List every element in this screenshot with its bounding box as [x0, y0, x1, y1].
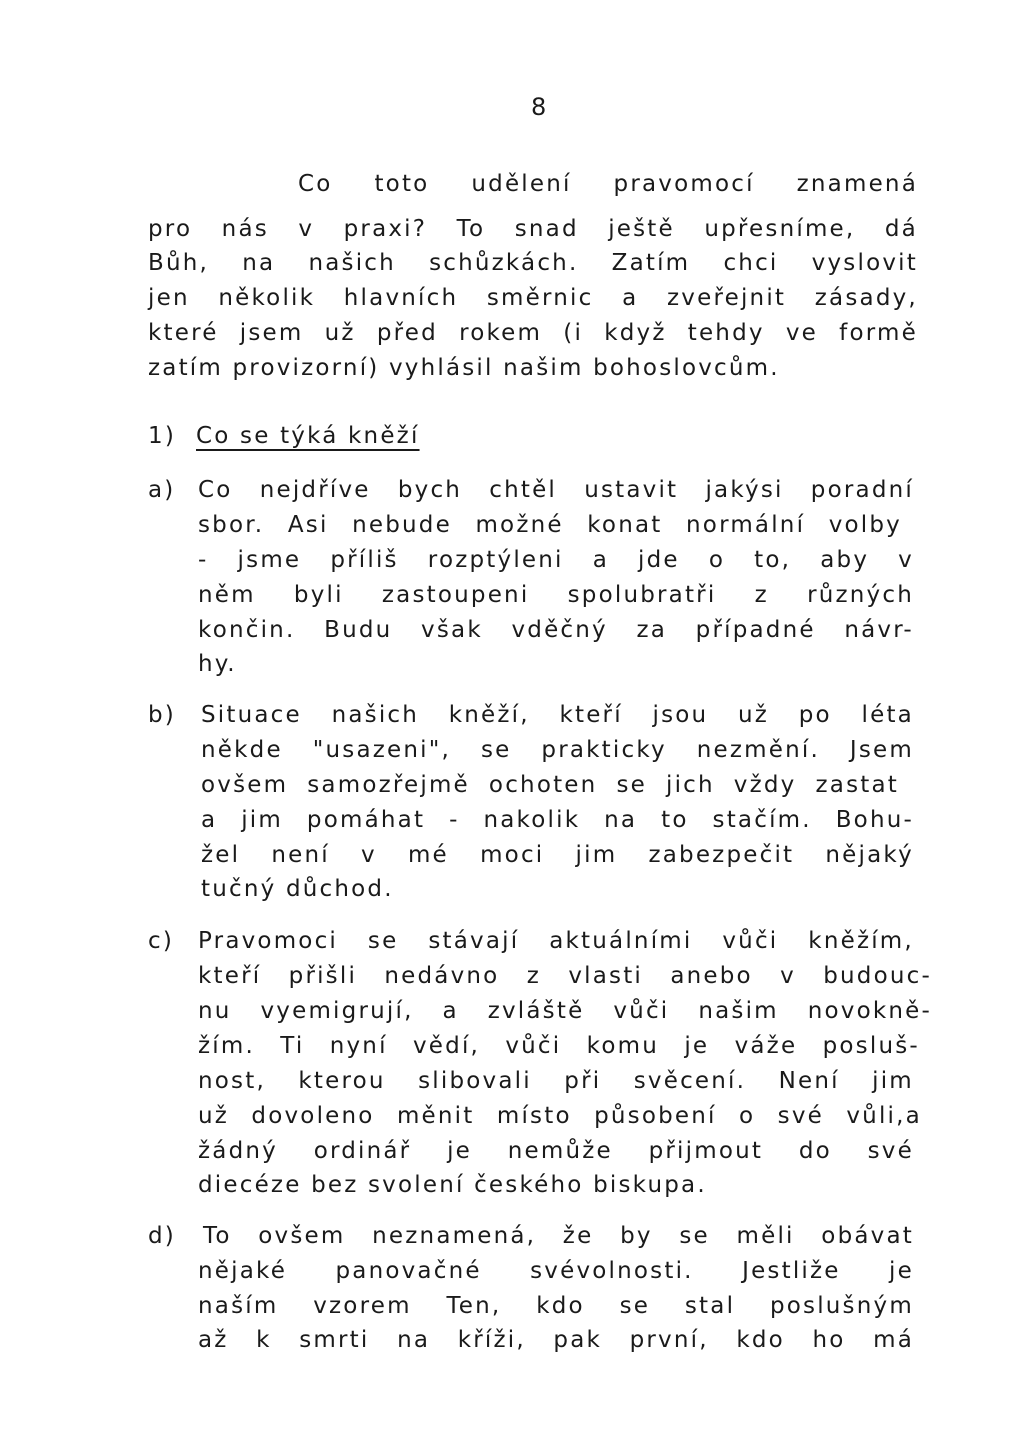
- item-line: už dovoleno měnit místo působení o své vůli,a: [198, 1103, 922, 1129]
- intro-line: Bůh, na našich schůzkách. Zatím chci vyslovit: [148, 250, 918, 276]
- item-line: To ovšem neznamená, že by se měli obávat: [203, 1223, 914, 1249]
- item-marker: c): [148, 928, 175, 954]
- item-line: někde "usazeni", se prakticky nezmění. Jsem: [201, 737, 914, 763]
- item-marker: d): [148, 1223, 176, 1249]
- intro-line: zatím provizorní) vyhlásil našim bohoslovcům.: [148, 355, 780, 381]
- item-line: - jsme příliš rozptýleni a jde o to, aby v: [198, 547, 914, 573]
- item-line: Situace našich kněží, kteří jsou už po léta: [201, 702, 914, 728]
- item-marker: a): [148, 477, 176, 503]
- section-title: Co se týká kněží: [196, 423, 420, 449]
- item-line: diecéze bez svolení českého biskupa.: [198, 1172, 707, 1198]
- item-line: nějaké panovačné svévolnosti. Jestliže je: [198, 1258, 914, 1284]
- intro-line: jen několik hlavních směrnic a zveřejnit zásady,: [148, 285, 918, 311]
- intro-line: které jsem už před rokem (i když tehdy ve formě: [148, 320, 918, 346]
- item-line: Pravomoci se stávají aktuálními vůči kněžím,: [198, 928, 914, 954]
- item-line: žádný ordinář je nemůže přijmout do své: [198, 1138, 914, 1164]
- item-line: naším vzorem Ten, kdo se stal poslušným: [198, 1293, 914, 1319]
- item-line: ovšem samozřejmě ochoten se jich vždy zastat: [201, 772, 899, 798]
- item-line: nu vyemigrují, a zvláště vůči našim novokně-: [198, 998, 932, 1024]
- item-line: končin. Budu však vděčný za případné návr-: [198, 617, 914, 643]
- intro-line: pro nás v praxi? To snad ještě upřesníme, dá: [148, 216, 918, 242]
- item-line: tučný důchod.: [201, 876, 394, 902]
- item-line: a jim pomáhat - nakolik na to stačím. Bohu-: [201, 807, 914, 833]
- item-line: žel není v mé moci jim zabezpečit nějaký: [201, 842, 914, 868]
- item-line: nost, kterou slibovali při svěcení. Není jim: [198, 1068, 914, 1094]
- item-line: až k smrti na kříži, pak první, kdo ho má: [198, 1327, 914, 1353]
- item-line: hy.: [198, 651, 237, 677]
- intro-line: Co toto udělení pravomocí znamená: [298, 171, 918, 197]
- item-marker: b): [148, 702, 176, 728]
- item-line: něm byli zastoupeni spolubratři z různých: [198, 582, 914, 608]
- item-line: žím. Ti nyní vědí, vůči komu je váže posluš-: [198, 1033, 920, 1059]
- item-line: kteří přišli nedávno z vlasti anebo v budouc-: [198, 963, 932, 989]
- item-line: sbor. Asi nebude možné konat normální volby: [198, 512, 902, 538]
- section-number: 1): [148, 423, 177, 449]
- item-line: Co nejdříve bych chtěl ustavit jakýsi poradní: [198, 477, 914, 503]
- page-number: 8: [531, 93, 547, 121]
